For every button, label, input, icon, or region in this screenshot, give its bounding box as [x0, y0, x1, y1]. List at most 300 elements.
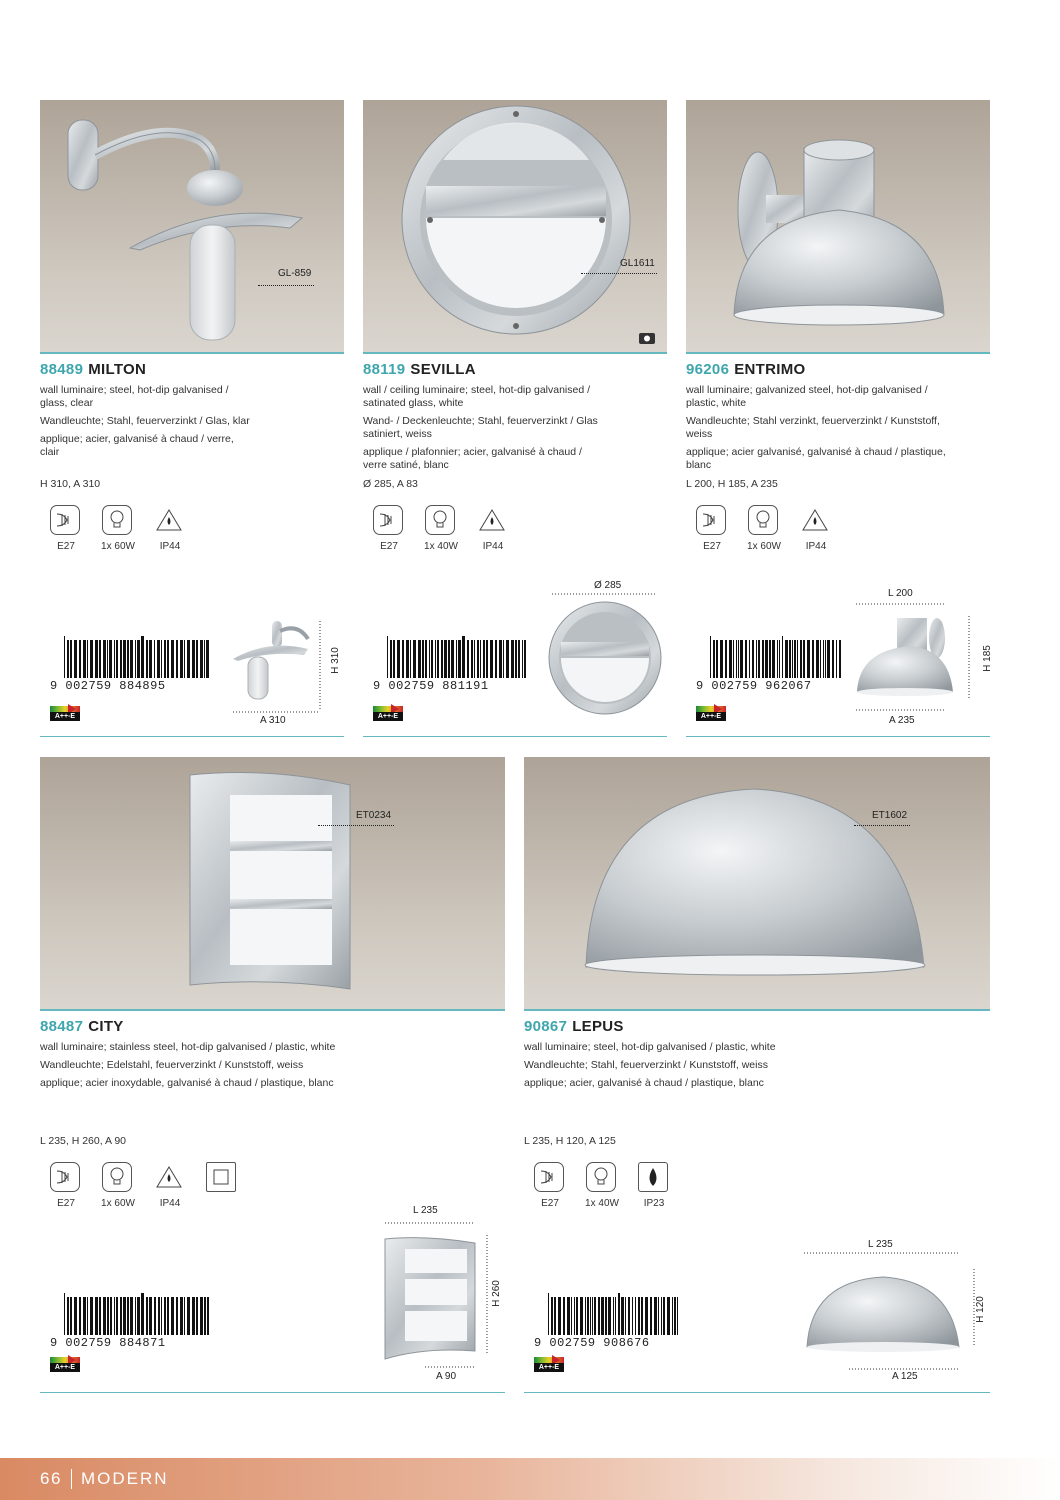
product-dimensions: L 235, H 120, A 125	[524, 1135, 616, 1147]
barcode-bar	[176, 1297, 178, 1335]
barcode-bar	[87, 640, 88, 678]
barcode-bar	[413, 640, 416, 678]
barcode-bar	[797, 640, 798, 678]
bulb-icon	[586, 1162, 616, 1192]
barcode-bar	[467, 640, 469, 678]
barcode-bar	[127, 640, 129, 678]
barcode-bar	[632, 1297, 633, 1335]
barcode-bar	[825, 640, 826, 678]
section-divider	[40, 1392, 505, 1393]
barcode-bar	[180, 1297, 183, 1335]
barcode-bar	[74, 1297, 77, 1335]
socket-icon	[50, 505, 80, 535]
barcode-bar	[204, 1297, 206, 1335]
barcode-bar	[406, 640, 409, 678]
barcode-bar	[83, 640, 86, 678]
product-description	[686, 384, 946, 477]
energy-label: A++-E	[50, 1357, 80, 1371]
spec-icons	[50, 505, 186, 552]
barcode-bar	[601, 1297, 604, 1335]
barcode-bar	[594, 1297, 596, 1335]
ip-rating-icon	[154, 505, 184, 535]
product-name: SEVILLA	[410, 361, 476, 378]
barcode-bar	[800, 640, 802, 678]
product-number: 88487	[40, 1018, 84, 1035]
barcode-bar	[495, 640, 497, 678]
ip-drop-icon	[638, 1162, 668, 1192]
bulb-spec: 1x 60W	[102, 1162, 134, 1209]
socket-spec: E27	[50, 1162, 82, 1209]
ip-spec: IP23	[638, 1162, 670, 1209]
barcode-bar	[635, 1297, 636, 1335]
barcode-bar	[196, 1297, 198, 1335]
product-description	[363, 384, 603, 477]
product-dimensions: Ø 285, A 83	[363, 478, 418, 490]
barcode-bar	[524, 640, 526, 678]
barcode-bar	[410, 640, 411, 678]
product-number: 88119	[363, 361, 406, 378]
city-lamp-image	[40, 757, 505, 1009]
barcode-bar	[164, 1297, 166, 1335]
barcode-bar	[720, 640, 723, 678]
barcode-bar	[587, 1297, 589, 1335]
barcode-bar	[161, 640, 162, 678]
product-number: 90867	[524, 1018, 568, 1035]
barcode-bar	[116, 640, 118, 678]
barcode-bar	[576, 1297, 578, 1335]
barcode-bar	[598, 1297, 600, 1335]
barcode-bar	[167, 1297, 169, 1335]
barcode-bar	[580, 1297, 583, 1335]
barcode-bar	[511, 640, 514, 678]
product-description	[524, 1041, 944, 1095]
barcode-bar	[710, 636, 711, 678]
barcode-bar	[792, 640, 793, 678]
ip-spec: IP44	[154, 505, 186, 552]
barcode-bar	[437, 640, 439, 678]
socket-icon	[373, 505, 403, 535]
desc-en: wall luminaire; steel, hot-dip galvanised / glass, clear	[40, 384, 229, 409]
product-description	[40, 1041, 460, 1095]
milton-dimension-drawing	[228, 617, 338, 717]
barcode-bar	[422, 640, 424, 678]
spec-icons	[50, 1162, 238, 1209]
dim-depth-label: A 90	[436, 1371, 457, 1382]
product-name: ENTRIMO	[734, 361, 806, 378]
socket-icon	[534, 1162, 564, 1192]
barcode-bar	[441, 640, 443, 678]
barcode-bar	[471, 640, 473, 678]
barcode-bar	[625, 1297, 626, 1335]
product-photo	[524, 757, 990, 1011]
barcode-bar	[486, 640, 488, 678]
bulb-spec: 1x 60W	[102, 505, 134, 552]
product-name: LEPUS	[572, 1018, 624, 1035]
desc-de: Wandleuchte; Edelstahl, feuerverzinkt / Kunststoff, weiss	[40, 1059, 304, 1071]
desc-fr: applique; acier galvanisé, galvanisé à chaud / plastique, blanc	[686, 446, 946, 471]
socket-spec: E27	[534, 1162, 566, 1209]
desc-fr: applique; acier, galvanisé à chaud / verre, clair	[40, 433, 234, 458]
barcode-bar	[574, 1297, 575, 1335]
barcode-bar	[196, 640, 198, 678]
entrimo-dimension-drawing	[851, 600, 981, 715]
desc-en: wall / ceiling luminaire; steel, hot-dip galvanised / satinated glass, white	[363, 384, 591, 409]
barcode-bar	[827, 640, 830, 678]
barcode-bar	[123, 640, 126, 678]
barcode-bar	[661, 1297, 662, 1335]
barcode-bar	[832, 640, 834, 678]
barcode-bar	[658, 1297, 659, 1335]
product-card-milton	[40, 100, 344, 740]
ip-rating-icon	[477, 505, 507, 535]
product-card-lepus	[524, 757, 990, 1397]
barcode-bar	[738, 640, 739, 678]
barcode-digits: 9 002759 908676	[534, 1336, 650, 1350]
part-code: ET1602	[872, 810, 908, 821]
barcode-bar	[474, 640, 475, 678]
barcode-bar	[207, 1297, 209, 1335]
barcode-bar	[548, 1293, 549, 1335]
barcode-bar	[187, 1297, 190, 1335]
spec-icons	[534, 1162, 670, 1209]
barcode-bar	[130, 1297, 133, 1335]
product-name: MILTON	[88, 361, 147, 378]
barcode-bar	[90, 640, 93, 678]
part-code: ET0234	[356, 810, 392, 821]
barcode-bar	[641, 1297, 643, 1335]
dim-height-label: H 310	[329, 647, 341, 674]
barcode-bar	[171, 640, 174, 678]
barcode-bar	[431, 640, 433, 678]
barcode-bar	[713, 640, 715, 678]
desc-de: Wandleuchte; Stahl, feuerverzinkt / Glas, klar	[40, 415, 250, 427]
barcode-bar	[650, 1297, 652, 1335]
barcode-bar	[674, 1297, 676, 1335]
energy-label: A++-E	[373, 706, 403, 720]
barcode-bar	[164, 640, 166, 678]
barcode-bar	[192, 640, 195, 678]
socket-spec: E27	[373, 505, 405, 552]
barcode-bar	[779, 640, 780, 678]
socket-spec: E27	[50, 505, 82, 552]
barcode-bar	[503, 640, 504, 678]
desc-fr: applique / plafonnier; acier, galvanisé à chaud / verre satiné, blanc	[363, 446, 582, 471]
barcode-bar	[456, 640, 457, 678]
barcode-bar	[114, 1297, 115, 1335]
product-title	[363, 361, 476, 378]
barcode-bar	[90, 1297, 93, 1335]
barcode-bar	[67, 1297, 69, 1335]
barcode-bar	[490, 640, 493, 678]
part-code: GL-859	[278, 268, 312, 279]
barcode-bar	[70, 640, 72, 678]
barcode-bar	[130, 640, 133, 678]
barcode-bar	[638, 1297, 640, 1335]
barcode-bar	[161, 1297, 162, 1335]
bulb-icon	[102, 1162, 132, 1192]
barcode-bar	[149, 1297, 152, 1335]
barcode-bar	[192, 1297, 195, 1335]
barcode-bar	[74, 640, 77, 678]
section-divider	[686, 736, 990, 737]
barcode-bar	[176, 640, 178, 678]
barcode-bar	[204, 640, 205, 678]
barcode-bar	[444, 640, 447, 678]
barcode-bar	[749, 640, 750, 678]
barcode-bar	[483, 640, 485, 678]
bulb-spec: 1x 40W	[425, 505, 457, 552]
product-title	[40, 1018, 124, 1035]
product-title	[40, 361, 146, 378]
class-spec	[206, 1162, 238, 1209]
energy-label: A++-E	[696, 706, 726, 720]
dim-height-label: H 185	[981, 645, 993, 672]
barcode-bar	[393, 640, 395, 678]
ip-spec: IP44	[154, 1162, 186, 1209]
barcode-bar	[103, 640, 106, 678]
part-code: GL1611	[620, 258, 655, 269]
product-dimensions: L 200, H 185, A 235	[686, 478, 778, 490]
desc-de: Wandleuchte; Stahl, feuerverzinkt / Kunststoff, weiss	[524, 1059, 768, 1071]
barcode-bar	[70, 1297, 72, 1335]
dim-length-label: L 235	[868, 1239, 893, 1250]
ip-spec: IP44	[800, 505, 832, 552]
barcode-bar	[154, 1297, 156, 1335]
product-title	[686, 361, 805, 378]
bulb-icon	[102, 505, 132, 535]
dim-height-label: H 260	[490, 1280, 502, 1307]
barcode-bar	[736, 640, 737, 678]
barcode-bar	[180, 640, 183, 678]
barcode-bar	[120, 640, 122, 678]
ip-rating-icon	[154, 1162, 184, 1192]
bulb-spec: 1x 40W	[586, 1162, 618, 1209]
part-code-leader	[258, 285, 314, 286]
barcode-bar	[171, 1297, 174, 1335]
desc-fr: applique; acier inoxydable, galvanisé à chaud / plastique, blanc	[40, 1077, 334, 1089]
socket-spec: E27	[696, 505, 728, 552]
barcode-bar	[200, 640, 203, 678]
desc-en: wall luminaire; galvanized steel, hot-dip galvanised / plastic, white	[686, 384, 928, 409]
barcode-bar	[99, 1297, 101, 1335]
barcode-bar	[146, 640, 148, 678]
barcode-bar	[733, 640, 734, 678]
barcode-bar	[477, 640, 479, 678]
page-footer	[0, 1458, 1060, 1500]
barcode-bar	[135, 640, 136, 678]
barcode-bar	[397, 640, 400, 678]
city-dimension-drawing	[375, 1217, 500, 1377]
barcode-bar	[435, 640, 436, 678]
page-number: 66	[40, 1469, 62, 1488]
barcode-bar	[184, 1297, 185, 1335]
barcode	[50, 1297, 211, 1350]
barcode-bar	[816, 640, 819, 678]
barcode-bar	[785, 640, 788, 678]
barcode	[696, 640, 843, 693]
barcode-bar	[103, 1297, 106, 1335]
socket-icon	[696, 505, 726, 535]
barcode-bar	[777, 640, 778, 678]
barcode-bar	[756, 640, 757, 678]
desc-de: Wandleuchte; Stahl verzinkt, feuerverzinkt / Kunststoff, weiss	[686, 415, 940, 440]
barcode-bar	[67, 640, 69, 678]
dim-length-label: L 200	[888, 588, 913, 599]
product-dimensions: H 310, A 310	[40, 478, 101, 490]
barcode-bar	[137, 640, 140, 678]
barcode-bar	[794, 640, 796, 678]
product-photo	[363, 100, 667, 354]
barcode-bar	[114, 640, 115, 678]
dim-depth-label: A 125	[892, 1371, 918, 1382]
barcode-bar	[110, 1297, 112, 1335]
barcode-bar	[677, 1297, 678, 1335]
barcode-bar	[95, 640, 98, 678]
barcode-bar	[187, 640, 190, 678]
barcode-bar	[567, 1297, 570, 1335]
barcode-bar	[137, 1297, 140, 1335]
barcode-bar	[135, 1297, 136, 1335]
barcode-bar	[765, 640, 768, 678]
barcode-bar	[729, 640, 732, 678]
socket-icon	[50, 1162, 80, 1192]
barcode-bar	[157, 640, 160, 678]
desc-fr: applique; acier, galvanisé à chaud / plastique, blanc	[524, 1077, 764, 1089]
section-name: MODERN	[81, 1469, 169, 1488]
barcode-bar	[772, 640, 775, 678]
barcode-digits: 9 002759 962067	[696, 679, 812, 693]
barcode-bar	[752, 640, 754, 678]
ip-rating-icon	[800, 505, 830, 535]
barcode-bar	[592, 1297, 593, 1335]
barcode-bar	[448, 640, 450, 678]
dim-depth-label: A 310	[260, 715, 286, 726]
bulb-spec: 1x 60W	[748, 505, 780, 552]
barcode-bar	[618, 1293, 620, 1335]
barcode-bar	[87, 1297, 88, 1335]
product-name: CITY	[88, 1018, 124, 1035]
barcode-bar	[839, 640, 841, 678]
footer-separator	[71, 1469, 72, 1489]
product-title	[524, 1018, 624, 1035]
section-divider	[363, 736, 667, 737]
sevilla-lamp-image	[363, 100, 667, 352]
barcode-bar	[645, 1297, 648, 1335]
barcode-bar	[558, 1297, 561, 1335]
barcode-bar	[522, 640, 523, 678]
sevilla-dimension-drawing	[545, 590, 665, 730]
barcode-bar	[499, 640, 502, 678]
barcode-bar	[716, 640, 718, 678]
barcode-bar	[621, 1297, 624, 1335]
barcode-bar	[551, 1297, 553, 1335]
barcode-bar	[823, 640, 824, 678]
barcode-bar	[515, 640, 517, 678]
bulb-icon	[748, 505, 778, 535]
barcode-bar	[154, 640, 155, 678]
barcode-bar	[480, 640, 481, 678]
barcode-bar	[390, 640, 392, 678]
dim-depth-label: A 235	[889, 715, 915, 726]
barcode-bar	[79, 640, 81, 678]
barcode-bar	[663, 1297, 665, 1335]
barcode-bar	[789, 640, 791, 678]
barcode-bar	[745, 640, 747, 678]
part-code-leader	[581, 273, 657, 274]
barcode-bar	[803, 640, 805, 678]
part-code-leader	[318, 825, 394, 826]
barcode-bar	[506, 640, 509, 678]
barcode-bar	[615, 1297, 616, 1335]
dim-length-label: L 235	[413, 1205, 438, 1216]
barcode-bar	[99, 640, 101, 678]
barcode-bar	[83, 1297, 86, 1335]
section-divider	[524, 1392, 990, 1393]
desc-en: wall luminaire; stainless steel, hot-dip galvanised / plastic, white	[40, 1041, 336, 1053]
barcode-bar	[418, 640, 421, 678]
barcode-bar	[109, 640, 112, 678]
protection-class-icon	[206, 1162, 236, 1192]
barcode-bar	[807, 640, 810, 678]
barcode-bar	[141, 1293, 144, 1335]
barcode-bar	[590, 1297, 591, 1335]
energy-label: A++-E	[534, 1357, 564, 1371]
product-photo	[40, 100, 344, 354]
barcode-bar	[200, 1297, 203, 1335]
barcode-bar	[149, 640, 152, 678]
barcode-bar	[608, 1297, 611, 1335]
barcode-bar	[458, 640, 461, 678]
barcode-bar	[127, 1297, 129, 1335]
barcode-bar	[725, 640, 727, 678]
ip-spec: IP44	[477, 505, 509, 552]
product-description	[40, 384, 250, 464]
barcode-bar	[613, 1297, 614, 1335]
barcode-bar	[605, 1297, 607, 1335]
entrimo-lamp-image	[686, 100, 990, 352]
part-code-leader	[854, 825, 910, 826]
dim-diameter-label: Ø 285	[594, 580, 622, 591]
spec-icons	[696, 505, 832, 552]
barcode-bar	[518, 640, 520, 678]
barcode-bar	[672, 1297, 673, 1335]
bulb-icon	[425, 505, 455, 535]
milton-lamp-image	[40, 100, 344, 352]
barcode-digits: 9 002759 884871	[50, 1336, 166, 1350]
barcode-bar	[429, 640, 430, 678]
barcode-bar	[184, 640, 185, 678]
barcode-bar	[758, 640, 760, 678]
barcode-bar	[206, 640, 209, 678]
barcode-digits: 9 002759 881191	[373, 679, 489, 693]
barcode-bar	[628, 1297, 630, 1335]
barcode-bar	[95, 1297, 98, 1335]
barcode-bar	[146, 1297, 148, 1335]
barcode-bar	[740, 640, 743, 678]
product-number: 88489	[40, 361, 84, 378]
desc-de: Wand- / Deckenleuchte; Stahl, feuerverzinkt / Glas satiniert, weiss	[363, 415, 598, 440]
product-card-city	[40, 757, 505, 1397]
barcode-bar	[402, 640, 404, 678]
barcode-bar	[585, 1297, 586, 1335]
product-photo	[686, 100, 990, 354]
barcode-bar	[762, 640, 764, 678]
barcode-bar	[387, 636, 388, 678]
barcode-bar	[120, 1297, 122, 1335]
barcode-bar	[116, 1297, 118, 1335]
barcode-bar	[667, 1297, 670, 1335]
dim-height-label: H 120	[974, 1296, 986, 1323]
